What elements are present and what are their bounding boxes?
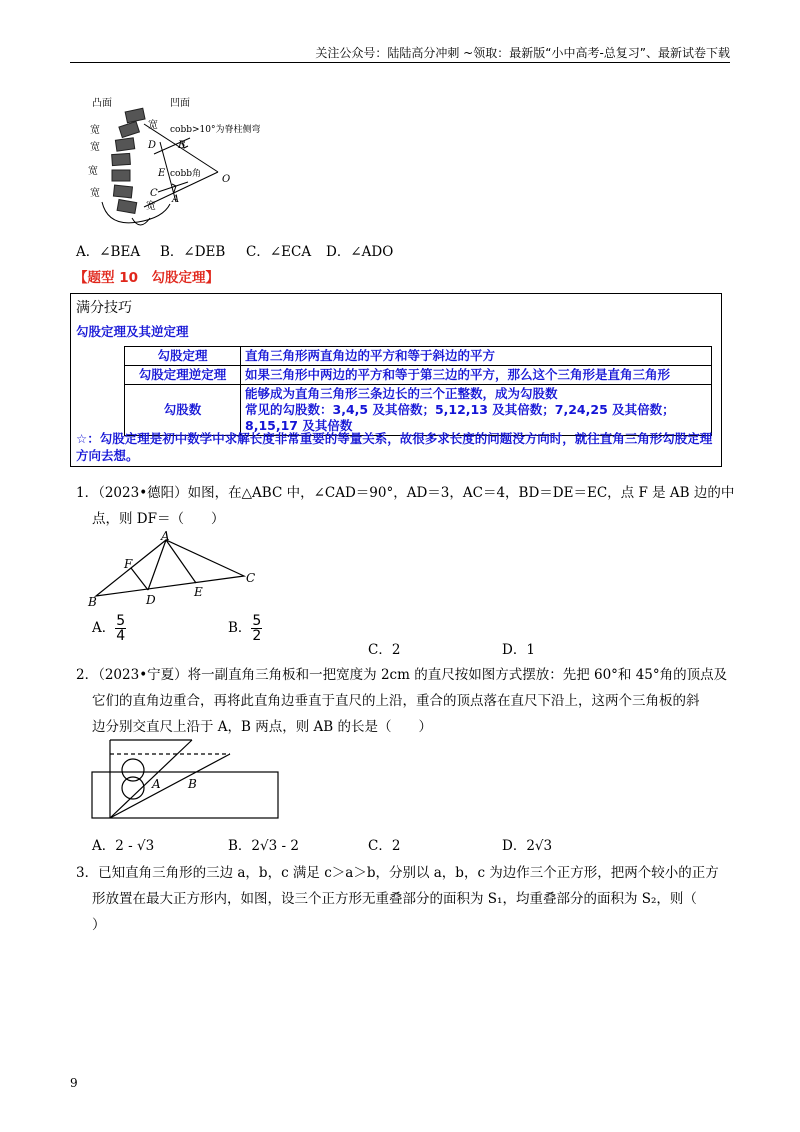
pt-O: O (222, 174, 231, 185)
cobb-note: cobb>10°为脊柱侧弯 (170, 125, 261, 135)
pt-A: A (172, 194, 180, 205)
table-value: 直角三角形两直角边的平方和等于斜边的平方 (241, 347, 712, 366)
vertebra (115, 138, 134, 151)
skills-tip: ☆：勾股定理是初中数学中求解长度非常重要的等量关系，故很多求长度的问题没方向时，就往直角三角形勾股定理方向去想。 (76, 431, 713, 463)
table-key: 勾股定理逆定理 (125, 366, 241, 385)
table-row (125, 385, 712, 436)
skills-subheading: 勾股定理及其逆定理 (76, 324, 189, 339)
q2-option-b: B．2√3 - 2 (228, 838, 299, 854)
pythagoras-table (124, 346, 712, 436)
q1-option-a-label: A． (92, 620, 116, 636)
table-key: 勾股数 (125, 385, 241, 436)
q1-pt-E: E (194, 585, 203, 599)
label-wide: 宽 (90, 142, 100, 153)
q1-option-b (228, 614, 262, 643)
q2-pt-A: A (152, 777, 161, 791)
q0-option-c: C．∠ECA (246, 244, 312, 260)
vertebra (113, 185, 132, 198)
vertebra (112, 170, 130, 181)
q2-text-line3: 边分别交直尺上沿于 A，B 两点，则 AB 的长是（ ） (92, 719, 433, 735)
vertebra (119, 121, 140, 137)
q1-text-line1: 1．（2023•德阳）如图，在△ABC 中，∠CAD＝90°，AD＝3，AC＝4，BD＝DE＝EC，点 F 是 AB 边的中 (76, 485, 735, 501)
fraction (251, 614, 262, 643)
cobb-angle-label: cobb角 (170, 169, 201, 179)
label-wide: 宽 (90, 125, 100, 136)
q1-option-d: D．1 (502, 642, 535, 658)
vertebra (112, 153, 131, 165)
q1-pt-C: C (246, 571, 256, 585)
q2-text-line1: 2．（2023•宁夏）将一副直角三角板和一把宽度为 2cm 的直尺按如图方式摆放：先把 60°和 45°角的顶点及 (76, 667, 728, 683)
numerator: 5 (252, 613, 262, 629)
page-number: 9 (70, 1076, 78, 1090)
denominator: 4 (116, 628, 126, 644)
q3-text-line3: ） (92, 917, 106, 933)
q2-option-d: D．2√3 (502, 838, 553, 854)
q0-option-b: B．∠DEB (160, 244, 226, 260)
table-value: 如果三角形中两边的平方和等于第三边的平方，那么这个三角形是直角三角形 (241, 366, 712, 385)
q0-option-d: D．∠ADO (326, 244, 394, 260)
label-wide: 宽 (148, 120, 158, 131)
pt-B: B (178, 140, 186, 151)
table-row (125, 347, 712, 366)
q1-triangle-figure (86, 528, 266, 610)
label-wide: 宽 (146, 201, 156, 212)
q1-option-b-label: B． (228, 620, 252, 636)
q1-option-c: C．2 (368, 642, 401, 658)
table-value: 能够成为直角三角形三条边长的三个正整数，成为勾股数 常见的勾股数：3,4,5 及其倍数；5,12,13 及其倍数；7,24,25 及其倍数；8,15,17 及其倍数 (241, 385, 712, 436)
vertebra (117, 200, 137, 214)
label-wide: 宽 (90, 188, 100, 199)
q3-text-line1: 3．已知直角三角形的三边 a，b，c 满足 c＞a＞b，分别以 a，b，c 为边作三个正方形，把两个较小的正方 (76, 865, 719, 881)
page-header: 关注公众号：陆陆高分冲刺 ~领取：最新版“小中高考-总复习”、最新试卷下载 (315, 46, 730, 60)
q2-pt-B: B (188, 777, 197, 791)
label-wide: 宽 (88, 166, 98, 177)
q2-option-c: C．2 (368, 838, 401, 854)
table-row (125, 366, 712, 385)
header-rule (70, 62, 730, 63)
pt-D: D (148, 140, 157, 151)
denominator: 2 (252, 628, 262, 644)
q3-text-line2: 形放置在最大正方形内，如图，设三个正方形无重叠部分的面积为 S₁，均重叠部分的面积为 S₂，则（ (92, 891, 697, 907)
spine-cobb-figure (78, 92, 318, 237)
q1-option-a (92, 614, 126, 643)
q1-text-line2: 点，则 DF＝（ ） (92, 511, 225, 527)
q2-option-a: A．2 - √3 (92, 838, 155, 854)
label-concave: 凹面 (170, 98, 190, 109)
skills-heading: 满分技巧 (76, 300, 132, 316)
q1-pt-A: A (161, 529, 170, 543)
section-title: 【题型 10 勾股定理】 (74, 270, 219, 286)
table-key: 勾股定理 (125, 347, 241, 366)
q1-pt-B: B (88, 595, 97, 609)
pt-E: E (158, 168, 166, 179)
vertebra (125, 108, 145, 123)
label-convex: 凸面 (92, 98, 112, 109)
pt-C: C (150, 188, 158, 199)
q0-option-a: A．∠BEA (76, 244, 141, 260)
q1-pt-D: D (146, 593, 156, 607)
fraction (115, 614, 126, 643)
q2-ruler-figure (88, 738, 288, 824)
numerator: 5 (116, 613, 126, 629)
q2-text-line2: 它们的直角边重合，再将此直角边垂直于直尺的上沿，重合的顶点落在直尺下沿上，这两个三角板的斜 (92, 693, 700, 709)
q1-pt-F: F (124, 557, 133, 571)
